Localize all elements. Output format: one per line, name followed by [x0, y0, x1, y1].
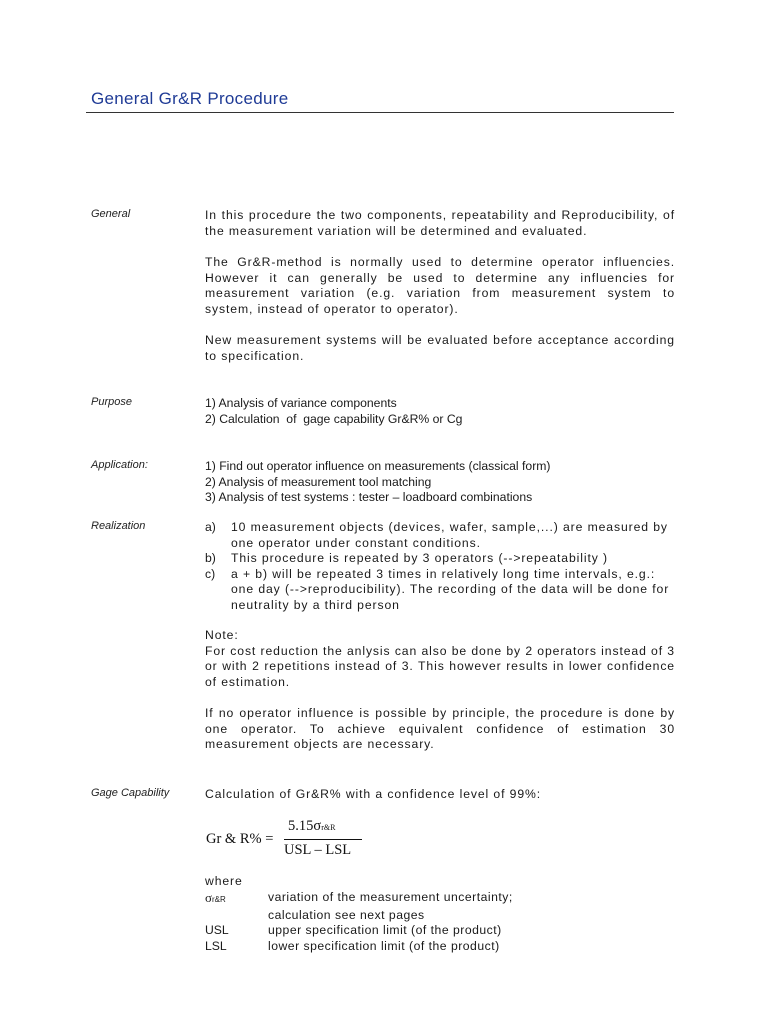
note-heading: Note: — [205, 628, 239, 642]
section-label-application: Application: — [91, 459, 148, 471]
list-item: a) 10 measurement objects (devices, wafer, sample,...) are measured by one operator under constant conditions. — [205, 520, 668, 550]
fraction-bar — [284, 839, 362, 840]
section-label-general: General — [91, 208, 131, 220]
legend-where: where — [205, 874, 243, 888]
realization-list — [205, 520, 675, 613]
list-item: b) This procedure is repeated by 3 operators (-->repeatability ) — [205, 551, 609, 565]
gage-intro: Calculation of Gr&R% with a confidence level of 99%: — [205, 787, 542, 801]
note-text: For cost reduction the anlysis can also be done by 2 operators instead of 3 or with 2 repetitions instead of 3. This however results in lower confidence of estimation. — [205, 643, 675, 689]
formula-numerator: 5.15σr&R — [288, 818, 336, 834]
realization-paragraph: If no operator influence is possible by principle, the procedure is done by one operator. To achieve equivalent confidence of estimation 30 measurement objects are necessary. — [205, 706, 675, 751]
section-body-application — [205, 459, 675, 506]
grr-formula — [206, 818, 366, 862]
section-label-realization: Realization — [91, 520, 146, 532]
section-body-realization — [205, 520, 675, 753]
legend-row: σr&R variation of the measurement uncertainty; — [205, 889, 513, 905]
formula-lhs: Gr & R% = — [206, 831, 274, 847]
section-body-purpose — [205, 396, 675, 427]
legend-row: LSL lower specification limit (of the product) — [205, 939, 500, 954]
section-body-general — [205, 208, 675, 364]
legend-row: USL upper specification limit (of the product) — [205, 923, 502, 938]
page-title: General Gr&R Procedure — [91, 89, 289, 108]
section-body-gage — [205, 787, 675, 803]
application-item: 2) Analysis of measurement tool matching — [205, 474, 432, 489]
general-paragraph-3: New measurement systems will be evaluated before acceptance according to specification. — [205, 333, 675, 363]
general-paragraph-1: In this procedure the two components, repeatability and Reproducibility, of the measurement variation will be determined and evaluated. — [205, 208, 675, 238]
application-item: 1) Find out operator influence on measurements (classical form) — [205, 459, 551, 473]
application-item: 3) Analysis of test systems : tester – loadboard combinations — [205, 490, 533, 504]
general-paragraph-2: The Gr&R-method is normally used to determine operator influencies. However it can generally be used to determine any influencies for measurement variation (e.g. variation from measurement system to system, instead of operator to operator). — [205, 255, 675, 316]
legend-row: calculation see next pages — [268, 907, 425, 922]
title-divider — [86, 112, 674, 113]
formula-denominator: USL – LSL — [284, 842, 352, 858]
formula-legend — [205, 874, 605, 955]
purpose-item: 2) Calculation of gage capability Gr&R% or Cg — [205, 411, 463, 426]
purpose-item: 1) Analysis of variance components — [205, 396, 397, 410]
section-label-purpose: Purpose — [91, 396, 132, 408]
list-item: c) a + b) will be repeated 3 times in relatively long time intervals, e.g.: one day (-->reproducibility). The recording of the data will be done for neutrality by a third person — [205, 566, 670, 612]
section-label-gage: Gage Capability — [91, 787, 170, 799]
